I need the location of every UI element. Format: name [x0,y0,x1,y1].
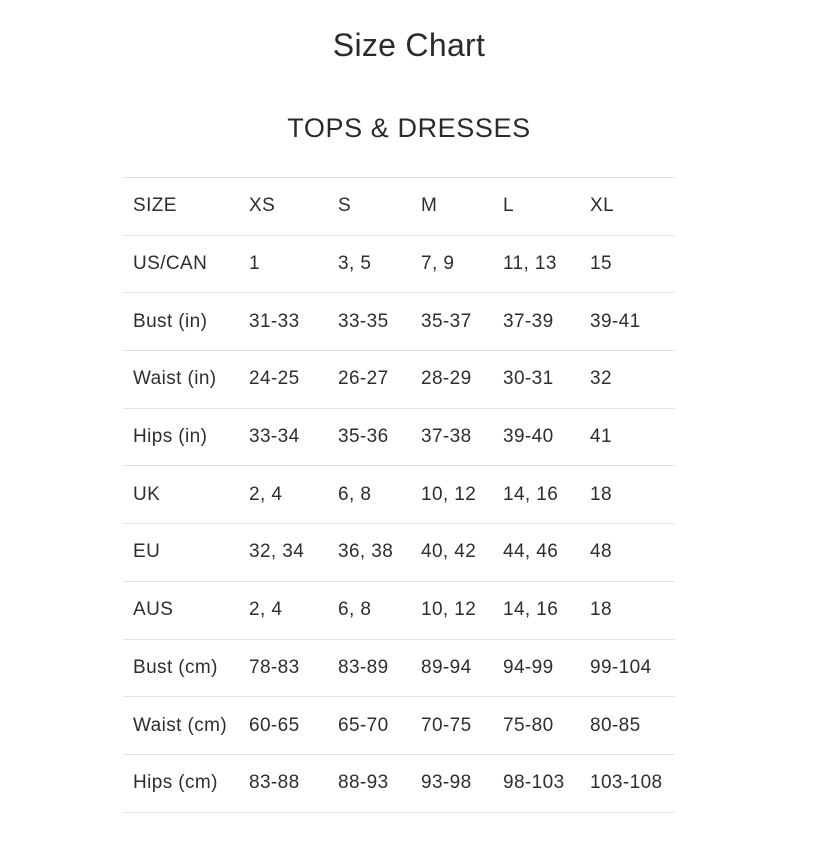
table-cell: 6, 8 [338,483,372,505]
row-label: US/CAN [133,253,208,275]
table-cell: 18 [590,599,612,621]
table-cell: 30-31 [503,368,554,390]
table-cell: 26-27 [338,368,389,390]
table-cell: 88-93 [338,772,389,794]
table-cell: 48 [590,541,612,563]
table-cell: 24-25 [249,368,300,390]
table-cell: 31-33 [249,310,300,332]
column-header: XS [249,195,276,217]
table-cell: 94-99 [503,656,554,678]
table-cell: 2, 4 [249,599,283,621]
table-cell: 14, 16 [503,599,559,621]
table-cell: 70-75 [421,714,472,736]
table-cell: 80-85 [590,714,641,736]
row-label: EU [133,541,161,563]
row-label: Bust (in) [133,310,208,332]
table-cell: 35-37 [421,310,472,332]
table-cell: 15 [590,253,612,275]
table-cell: 18 [590,483,612,505]
table-cell: 32 [590,368,612,390]
page-title: Size Chart [332,27,486,63]
table-cell: 28-29 [421,368,472,390]
table-cell: 98-103 [503,772,565,794]
size-chart-page [0,26,818,852]
table-cell: 36, 38 [338,541,394,563]
table-row [123,235,675,293]
row-label: Hips (cm) [133,772,218,794]
table-cell: 39-40 [503,426,554,448]
table-cell: 10, 12 [421,483,477,505]
table-cell: 2, 4 [249,483,283,505]
row-label: Waist (in) [133,368,217,390]
table-cell: 3, 5 [338,253,372,275]
column-header: SIZE [133,195,177,217]
table-row [123,581,675,639]
table-cell: 14, 16 [503,483,559,505]
table-row [123,524,675,582]
row-label: Hips (in) [133,426,208,448]
table-cell: 93-98 [421,772,472,794]
table-cell: 65-70 [338,714,389,736]
table-cell: 83-88 [249,772,300,794]
table-cell: 89-94 [421,656,472,678]
table-cell: 44, 46 [503,541,559,563]
table-cell: 78-83 [249,656,300,678]
table-header-row [123,178,675,236]
row-label: Bust (cm) [133,656,218,678]
table-cell: 99-104 [590,656,652,678]
table-row [123,466,675,524]
table-cell: 37-39 [503,310,554,332]
table-row [123,697,675,755]
table-cell: 33-35 [338,310,389,332]
table-row [123,293,675,351]
table-cell: 10, 12 [421,599,477,621]
table-cell: 1 [249,253,260,275]
size-table [123,177,675,813]
table-cell: 40, 42 [421,541,477,563]
table-cell: 32, 34 [249,541,305,563]
column-header: L [503,195,514,217]
table-cell: 37-38 [421,426,472,448]
table-cell: 7, 9 [421,253,455,275]
table-cell: 60-65 [249,714,300,736]
table-cell: 41 [590,426,612,448]
column-header: M [421,195,438,217]
table-cell: 35-36 [338,426,389,448]
row-label: Waist (cm) [133,714,228,736]
table-cell: 103-108 [590,772,663,794]
column-header: XL [590,195,615,217]
section-title: TOPS & DRESSES [287,113,531,143]
table-row [123,754,675,812]
row-label: UK [133,483,161,505]
table-cell: 39-41 [590,310,641,332]
table-cell: 75-80 [503,714,554,736]
table-cell: 33-34 [249,426,300,448]
table-cell: 6, 8 [338,599,372,621]
table-row [123,351,675,409]
column-header: S [338,195,352,217]
table-row [123,639,675,697]
row-label: AUS [133,599,174,621]
table-cell: 83-89 [338,656,389,678]
table-cell: 11, 13 [503,253,557,275]
table-row [123,408,675,466]
